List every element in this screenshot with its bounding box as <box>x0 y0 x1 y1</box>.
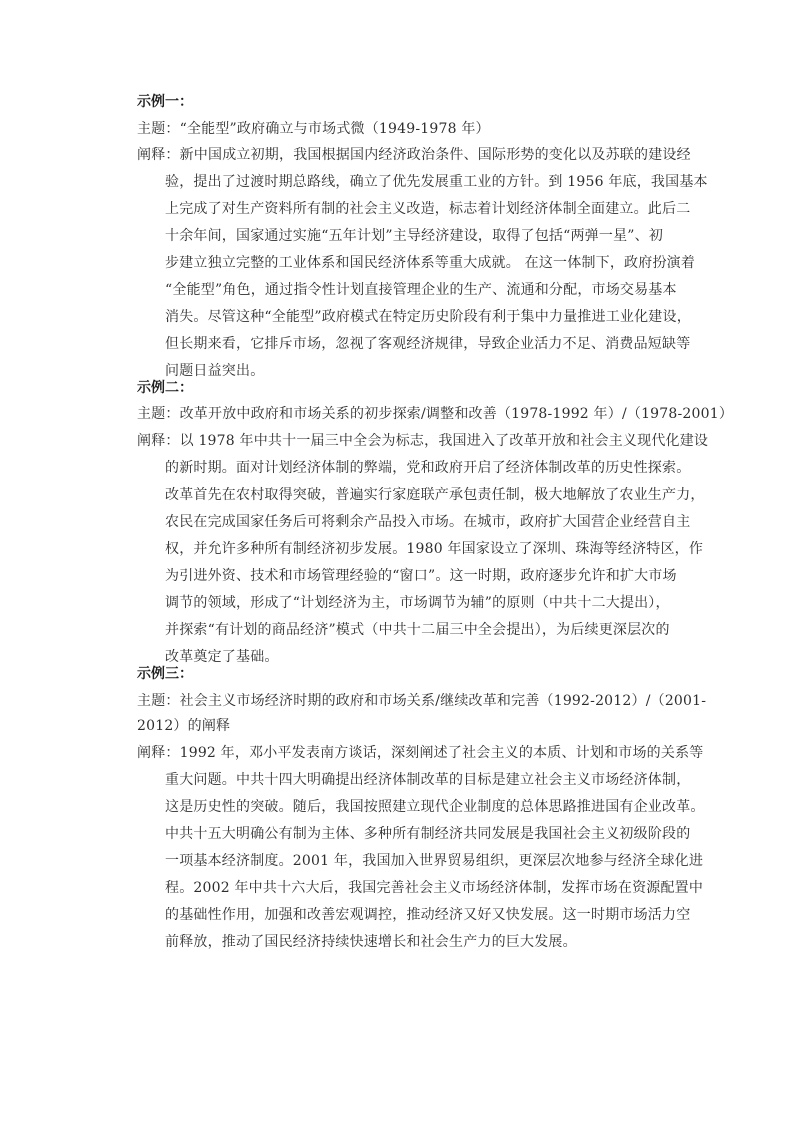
example-1-topic: 主题：“全能型”政府确立与市场式微（1949-1978 年） <box>137 121 490 137</box>
example-1-explanation-line: 步建立独立完整的工业体系和国民经济体系等重大成就。 在这一体制下，政府扮演着 <box>165 255 696 271</box>
example-1-explanation-line: 上完成了对生产资料所有制的社会主义改造，标志着计划经济体制全面建立。此后二 <box>165 201 691 217</box>
example-2-explanation-line: 改革奠定了基础。 <box>165 649 279 665</box>
example-3-explanation-line: 这是历史性的突破。随后，我国按照建立现代企业制度的总体思路推进国有企业改革。 <box>165 799 705 815</box>
example-2-heading: 示例二： <box>137 380 193 396</box>
example-3-explanation-line: 阐释：1992 年，邓小平发表南方谈话，深刻阐述了社会主义的本质、计划和市场的关系等 <box>137 745 704 761</box>
example-1-heading: 示例一： <box>137 94 193 110</box>
example-1-explanation-line: 问题日益突出。 <box>165 363 265 379</box>
example-1-explanation-line: 但长期来看，它排斥市场，忽视了客观经济规律，导致企业活力不足、消费品短缺等 <box>165 336 691 352</box>
example-3-explanation-line: 重大问题。中共十四大明确提出经济体制改革的目标是建立社会主义市场经济体制， <box>165 772 691 788</box>
example-3-explanation-line: 中共十五大明确公有制为主体、多种所有制经济共同发展是我国社会主义初级阶段的 <box>165 826 691 842</box>
example-3-topic-line: 主题：社会主义市场经济时期的政府和市场关系/继续改革和完善（1992-2012）/（2001- <box>137 693 707 709</box>
example-2-explanation-line: 并探索“有计划的商品经济”模式（中共十二届三中全会提出），为后续更深层次的 <box>165 622 670 638</box>
example-1-explanation-line: “全能型”角色，通过指令性计划直接管理企业的生产、流通和分配，市场交易基本 <box>165 282 677 298</box>
example-2-explanation-line: 权，并允许多种所有制经济初步发展。1980 年国家设立了深圳、珠海等经济特区，作 <box>165 541 704 557</box>
example-2-explanation-line: 为引进外资、技术和市场管理经验的“窗口”。这一时期，政府逐步允许和扩大市场 <box>165 568 677 584</box>
example-3-explanation-line: 前释放，推动了国民经济持续快速增长和社会生产力的巨大发展。 <box>165 934 577 950</box>
example-3-explanation-line: 的基础性作用，加强和改善宏观调控，推动经济又好又快发展。这一时期市场活力空 <box>165 907 691 923</box>
example-3-heading: 示例三： <box>137 666 193 682</box>
example-2-explanation-line: 农民在完成国家任务后可将剩余产品投入市场。在城市，政府扩大国营企业经营自主 <box>165 514 691 530</box>
example-1-explanation-line: 消失。尽管这种“全能型”政府模式在特定历史阶段有利于集中力量推进工业化建设， <box>165 309 691 325</box>
example-2-topic: 主题：改革开放中政府和市场关系的初步探索/调整和改善（1978-1992 年）/（1978-2001） <box>137 406 734 422</box>
example-2-explanation-line: 的新时期。面对计划经济体制的弊端，党和政府开启了经济体制改革的历史性探索。 <box>165 460 691 476</box>
example-1-explanation-line: 十余年间，国家通过实施“五年计划”主导经济建设，取得了包括“两弹一星”、初 <box>165 228 664 244</box>
example-2-explanation-line: 调节的领域，形成了“计划经济为主，市场调节为辅”的原则（中共十二大提出）， <box>165 595 670 611</box>
example-2-explanation-line: 阐释：以 1978 年中共十一届三中全会为标志，我国进入了改革开放和社会主义现代化建设 <box>137 433 709 449</box>
example-1-explanation-line: 验，提出了过渡时期总路线，确立了优先发展重工业的方针。到 1956 年底，我国基本 <box>165 174 708 190</box>
example-3-explanation-line: 程。2002 年中共十六大后，我国完善社会主义市场经济体制，发挥市场在资源配置中 <box>165 880 704 896</box>
example-3-explanation-line: 一项基本经济制度。2001 年，我国加入世界贸易组织，更深层次地参与经济全球化进 <box>165 853 704 869</box>
example-1-explanation-line: 阐释：新中国成立初期，我国根据国内经济政治条件、国际形势的变化以及苏联的建设经 <box>137 147 691 163</box>
example-2-explanation-line: 改革首先在农村取得突破，普遍实行家庭联产承包责任制，极大地解放了农业生产力， <box>165 487 705 503</box>
example-3-topic-line: 2012）的阐释 <box>137 718 231 734</box>
